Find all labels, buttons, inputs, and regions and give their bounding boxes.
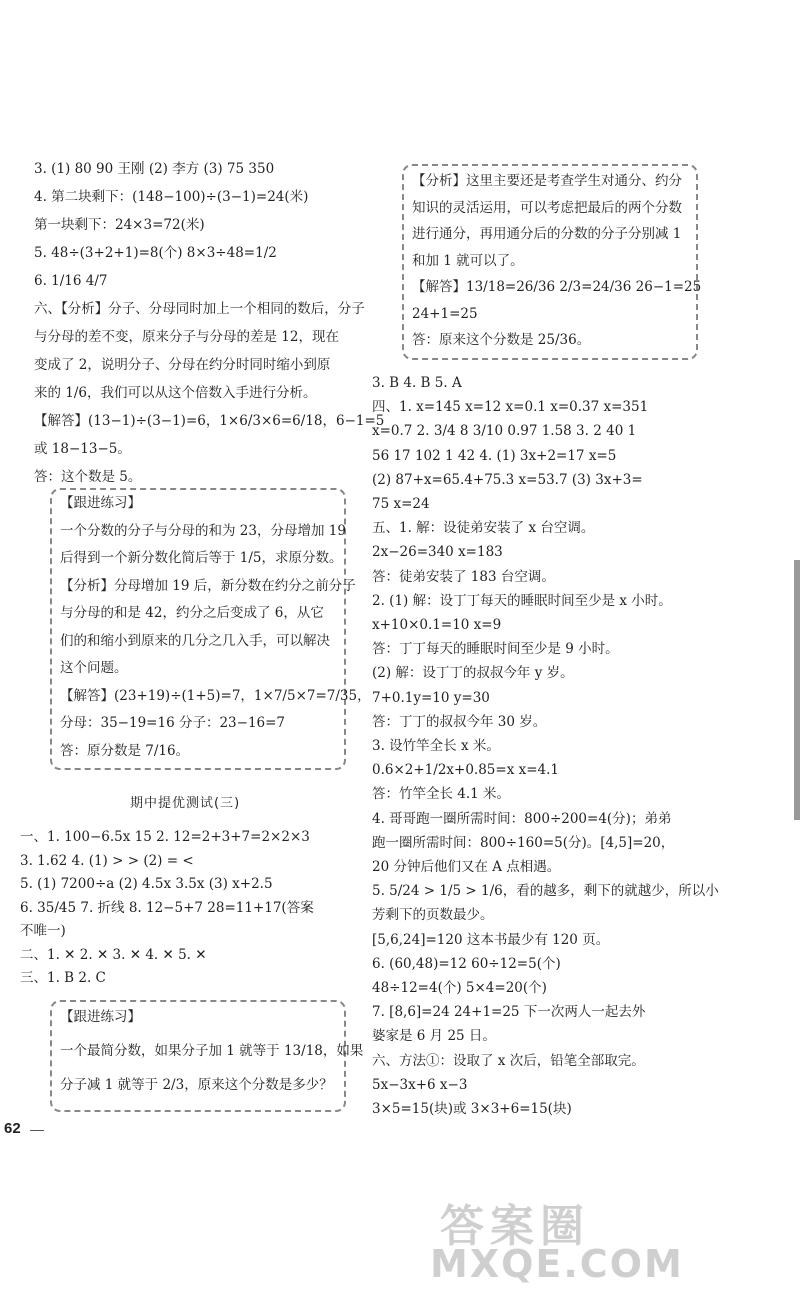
text-line: 【跟进练习】 [60, 1009, 141, 1025]
text-line: 3. 1.62 4. (1) > > (2) = < [20, 852, 194, 869]
text-line: 【解答】(23+19)÷(1+5)=7，1×7/5×7=7/35， [60, 687, 371, 704]
text-line: 们的和缩小到原来的几分之几入手，可以解决 [60, 632, 330, 649]
text-line: 5. (1) 7200÷a (2) 4.5x 3.5x (3) x+2.5 [20, 876, 273, 892]
text-line: 5. 48÷(3+2+1)=8(个) 8×3÷48=1/2 [34, 245, 277, 261]
text-line: 3. B 4. B 5. A [372, 375, 462, 391]
text-line: 3. (1) 80 90 王刚 (2) 李方 (3) 75 350 [34, 161, 275, 177]
text-line: 4. 第二块剩下：(148−100)÷(3−1)=24(米) [34, 189, 309, 205]
page-number: 62 [4, 1120, 21, 1137]
text-line: 五、1. 解：设徒弟安装了 x 台空调。 [372, 520, 595, 537]
scan-edge-shadow [794, 560, 800, 820]
text-line: 一个最简分数，如果分子加 1 就等于 13/18，如果 [60, 1043, 364, 1059]
text-line: 芳剩下的页数最少。 [372, 907, 494, 924]
text-line: 75 x=24 [372, 496, 430, 512]
text-line: 跑一圈所需时间：800÷160=5(分)。[4,5]=20， [372, 834, 675, 851]
text-line: 与分母的差不变，原来分子与分母的差是 12，现在 [34, 329, 339, 345]
text-line: 四、1. x=145 x=12 x=0.1 x=0.37 x=351 [372, 399, 649, 416]
text-line: 7+0.1y=10 y=30 [372, 689, 490, 706]
text-line: 3×5=15(块)或 3×3+6=15(块) [372, 1101, 572, 1117]
watermark-top: 答案圈 [440, 1201, 590, 1252]
text-line: 后得到一个新分数化简后等于 1/5，求原分数。 [60, 550, 343, 566]
text-line: 答：丁丁的叔叔今年 30 岁。 [372, 713, 547, 730]
text-line: (2) 解：设丁丁的叔叔今年 y 岁。 [372, 665, 574, 682]
text-line: 20 分钟后他们又在 A 点相遇。 [372, 859, 561, 875]
text-line: 48÷12=4(个) 5×4=20(个) [372, 980, 547, 996]
text-line: 2. (1) 解：设丁丁每天的睡眠时间至少是 x 小时。 [372, 592, 672, 609]
text-line: x=0.7 2. 3/4 8 3/10 0.97 1.58 3. 2 40 1 [372, 423, 637, 440]
text-line: 答：原分数是 7/16。 [60, 742, 190, 759]
text-line: 婆家是 6 月 25 日。 [372, 1028, 496, 1045]
section-title: 期中提优测试(三) [130, 796, 241, 811]
text-line: 答：原来这个分数是 25/36。 [412, 332, 591, 348]
text-line: 6. 1/16 4/7 [34, 273, 108, 289]
text-line: 【解答】(13−1)÷(3−1)=6，1×6/3×6=6/18，6−1=5 [34, 413, 385, 429]
watermark-logo [420, 1190, 800, 1290]
text-line: [5,6,24]=120 这本书最少有 120 页。 [372, 931, 610, 948]
text-line: 【解答】13/18=26/36 2/3=24/36 26−1=25 [412, 279, 702, 295]
text-line: 来的 1/6，我们可以从这个倍数入手进行分析。 [34, 385, 317, 401]
text-line: 一、1. 100−6.5x 15 2. 12=2+3+7=2×2×3 [20, 829, 310, 845]
text-line: 5. 5/24 > 1/5 > 1/6，看的越多，剩下的就越少，所以小 [372, 883, 719, 900]
text-line: 变成了 2，说明分子、分母在约分时同时缩小到原 [34, 357, 331, 373]
text-line: 二、1. ✕ 2. ✕ 3. ✕ 4. ✕ 5. ✕ [20, 946, 207, 963]
text-line: 分母：35−19=16 分子：23−16=7 [60, 715, 286, 731]
text-line: 第一块剩下：24×3=72(米) [34, 217, 205, 233]
text-line: (2) 87+x=65.4+75.3 x=53.7 (3) 3x+3= [372, 471, 643, 488]
text-line: 6. (60,48)=12 60÷12=5(个) [372, 955, 561, 972]
text-line: 答：徒弟安装了 183 台空调。 [372, 568, 555, 585]
text-line: 知识的灵活运用，可以考虑把最后的两个分数 [412, 199, 682, 216]
text-line: 答：丁丁每天的睡眠时间至少是 9 小时。 [372, 641, 619, 658]
text-line: 这个问题。 [60, 660, 128, 676]
watermark-bottom: MXQE.COM [430, 1242, 684, 1286]
page-number-rule [30, 1130, 44, 1131]
text-line: 或 18−13−5。 [34, 441, 131, 457]
text-line: 答：竹竿全长 4.1 米。 [372, 786, 511, 803]
text-line: 56 17 102 1 42 4. (1) 3x+2=17 x=5 [372, 447, 617, 464]
text-line: 分子减 1 就等于 2/3，原来这个分数是多少？ [60, 1077, 333, 1093]
text-line: 和加 1 就可以了。 [412, 252, 524, 269]
text-line: 不唯一) [20, 923, 66, 939]
text-line: 6. 35/45 7. 折线 8. 12−5+7 28=11+17(答案 [20, 899, 314, 916]
text-line: 3. 设竹竿全长 x 米。 [372, 738, 500, 754]
text-line: 5x−3x+6 x−3 [372, 1076, 468, 1093]
text-line: 与分母的和是 42，约分之后变成了 6，从它 [60, 605, 324, 621]
text-line: 六、方法①：设取了 x 次后，铅笔全部取完。 [372, 1052, 645, 1069]
text-line: 一个分数的分子与分母的和为 23，分母增加 19 [60, 522, 346, 539]
text-line: 【分析】分母增加 19 后，新分数在约分之前分子 [60, 577, 356, 594]
text-line: x+10×0.1=10 x=9 [372, 617, 502, 633]
text-line: 六、【分析】分子、分母同时加上一个相同的数后，分子 [34, 301, 365, 317]
text-line: 4. 哥哥跑一圈所需时间：800÷200=4(分)；弟弟 [372, 810, 672, 827]
text-line: 三、1. B 2. C [20, 970, 106, 986]
text-line: 24+1=25 [412, 305, 478, 322]
text-line: 进行通分，再用通分后的分数的分子分别减 1 [412, 226, 682, 242]
text-line: 【跟进练习】 [60, 495, 141, 511]
text-line: 2x−26=340 x=183 [372, 544, 503, 561]
text-line: 0.6×2+1/2x+0.85=x x=4.1 [372, 762, 560, 779]
text-line: 【分析】这里主要还是考查学生对通分、约分 [412, 173, 682, 189]
text-line: 7. [8,6]=24 24+1=25 下一次两人一起去外 [372, 1004, 646, 1021]
text-line: 答：这个数是 5。 [34, 469, 142, 485]
